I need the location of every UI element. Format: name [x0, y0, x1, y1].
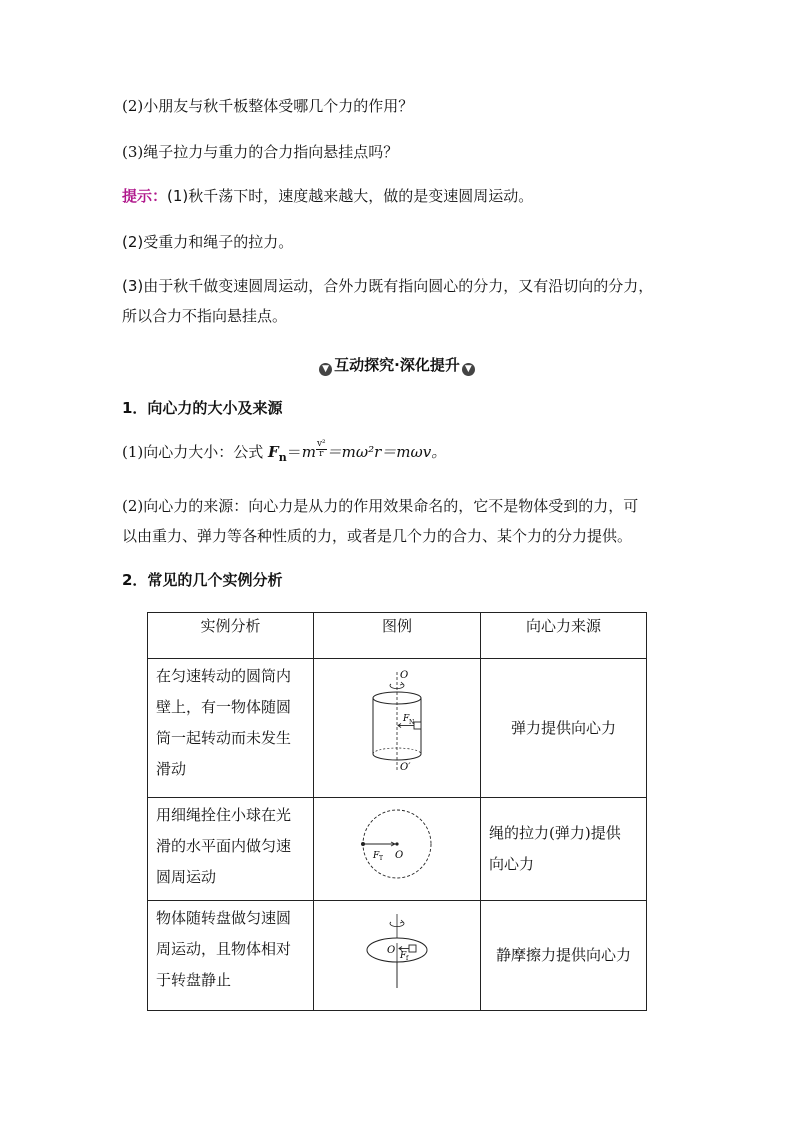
point-1-heading: 1．向心力的大小及来源	[122, 399, 283, 417]
description-line: 壁上，有一物体随圆	[156, 698, 292, 716]
section-title-text: 互动探究·深化提升	[334, 356, 460, 374]
hint-answer-3-line-2: 所以合力不指向悬挂点。	[122, 307, 288, 325]
section-marker-right-icon: ▼	[462, 363, 475, 376]
description-line: 于转盘静止	[156, 971, 232, 989]
center-point	[395, 842, 398, 845]
formula-fraction	[316, 440, 327, 459]
source-line: 向心力	[489, 855, 535, 873]
description-line: 用细绳拴住小球在光	[156, 806, 292, 824]
force-source-cell	[481, 901, 647, 1011]
friction-label: F	[400, 951, 407, 961]
section-marker-left-icon: ▼	[319, 363, 332, 376]
tension-label: F	[373, 850, 380, 861]
description-line: 滑的水平面内做匀速	[156, 837, 292, 855]
hint-answer-1	[122, 186, 533, 206]
rotation-arrowhead-icon	[400, 920, 403, 923]
formula-rest: ＝mω²r＝mωv。	[326, 443, 447, 461]
description-line: 滑动	[156, 760, 187, 778]
axis-top-label: O	[400, 669, 409, 681]
description-line: 筒一起转动而未发生	[156, 729, 292, 747]
hint-answer-2: (2)受重力和绳子的拉力。	[122, 233, 294, 251]
description-line: 物体随转盘做匀速圆	[156, 909, 292, 927]
table-row	[148, 659, 647, 798]
table-header-cell: 向心力来源	[481, 613, 647, 659]
point-2-heading: 2．常见的几个实例分析	[122, 571, 283, 589]
description-line: 在匀速转动的圆筒内	[156, 667, 292, 685]
tension-subscript: T	[379, 854, 384, 862]
section-title	[0, 354, 794, 376]
turntable-diagram	[357, 910, 437, 990]
table-header-row	[148, 613, 647, 659]
rotating-cylinder-diagram	[357, 668, 437, 778]
question-3: (3)绳子拉力与重力的合力指向悬挂点吗？	[122, 143, 399, 161]
table-row	[148, 798, 647, 901]
force-source-line-2: 以由重力、弹力等各种性质的力，或者是几个力的合力、某个力的分力提供。	[122, 527, 633, 545]
source-line: 绳的拉力(弹力)提供	[489, 824, 621, 842]
friction-subscript: f	[406, 955, 409, 962]
source-line: 弹力提供向心力	[510, 718, 616, 737]
description-line: 圆周运动	[156, 868, 217, 886]
object-block	[409, 945, 416, 952]
formula-denominator: r	[319, 448, 324, 459]
hint-answer-3-line-1: (3)由于秋千做变速圆周运动，合外力既有指向圆心的分力，又有沿切向的分力，	[122, 277, 654, 295]
string-ball-diagram-cell	[314, 798, 481, 901]
rotation-arrowhead-icon	[400, 682, 403, 685]
examples-table	[147, 612, 647, 1011]
object-block	[414, 722, 421, 729]
formula-prefix: (1)向心力大小：公式	[122, 443, 264, 461]
formula-numerator: v²	[316, 438, 326, 449]
cylinder-diagram-cell	[314, 659, 481, 798]
source-line: 静摩擦力提供向心力	[495, 946, 631, 964]
turntable-diagram-cell	[314, 901, 481, 1011]
example-description	[148, 659, 314, 798]
hint-label: 提示：	[122, 187, 168, 205]
centripetal-force-formula	[122, 438, 447, 468]
description-line: 周运动，且物体相对	[156, 940, 292, 958]
table-row	[148, 901, 647, 1011]
formula-f: F	[268, 443, 279, 461]
center-label: O	[387, 945, 396, 956]
force-label: F	[403, 713, 410, 724]
formula-equals: ＝	[286, 443, 302, 461]
table-header-cell: 实例分析	[148, 613, 314, 659]
center-label: O	[395, 849, 404, 861]
formula-m: m	[301, 443, 316, 461]
example-description	[148, 901, 314, 1011]
formula-subscript: n	[278, 451, 287, 464]
question-2: (2)小朋友与秋千板整体受哪几个力的作用？	[122, 97, 414, 115]
force-source-cell	[481, 659, 647, 798]
example-description	[148, 798, 314, 901]
string-ball-diagram	[355, 802, 439, 886]
hint-text-1: (1)秋千荡下时，速度越来越大，做的是变速圆周运动。	[167, 187, 534, 205]
force-subscript: N	[409, 718, 415, 726]
axis-bottom-label: O′	[400, 761, 411, 773]
force-source-line-1: (2)向心力的来源：向心力是从力的作用效果命名的，它不是物体受到的力，可	[122, 497, 639, 515]
table-header-cell: 图例	[314, 613, 481, 659]
force-source-cell	[481, 798, 647, 901]
